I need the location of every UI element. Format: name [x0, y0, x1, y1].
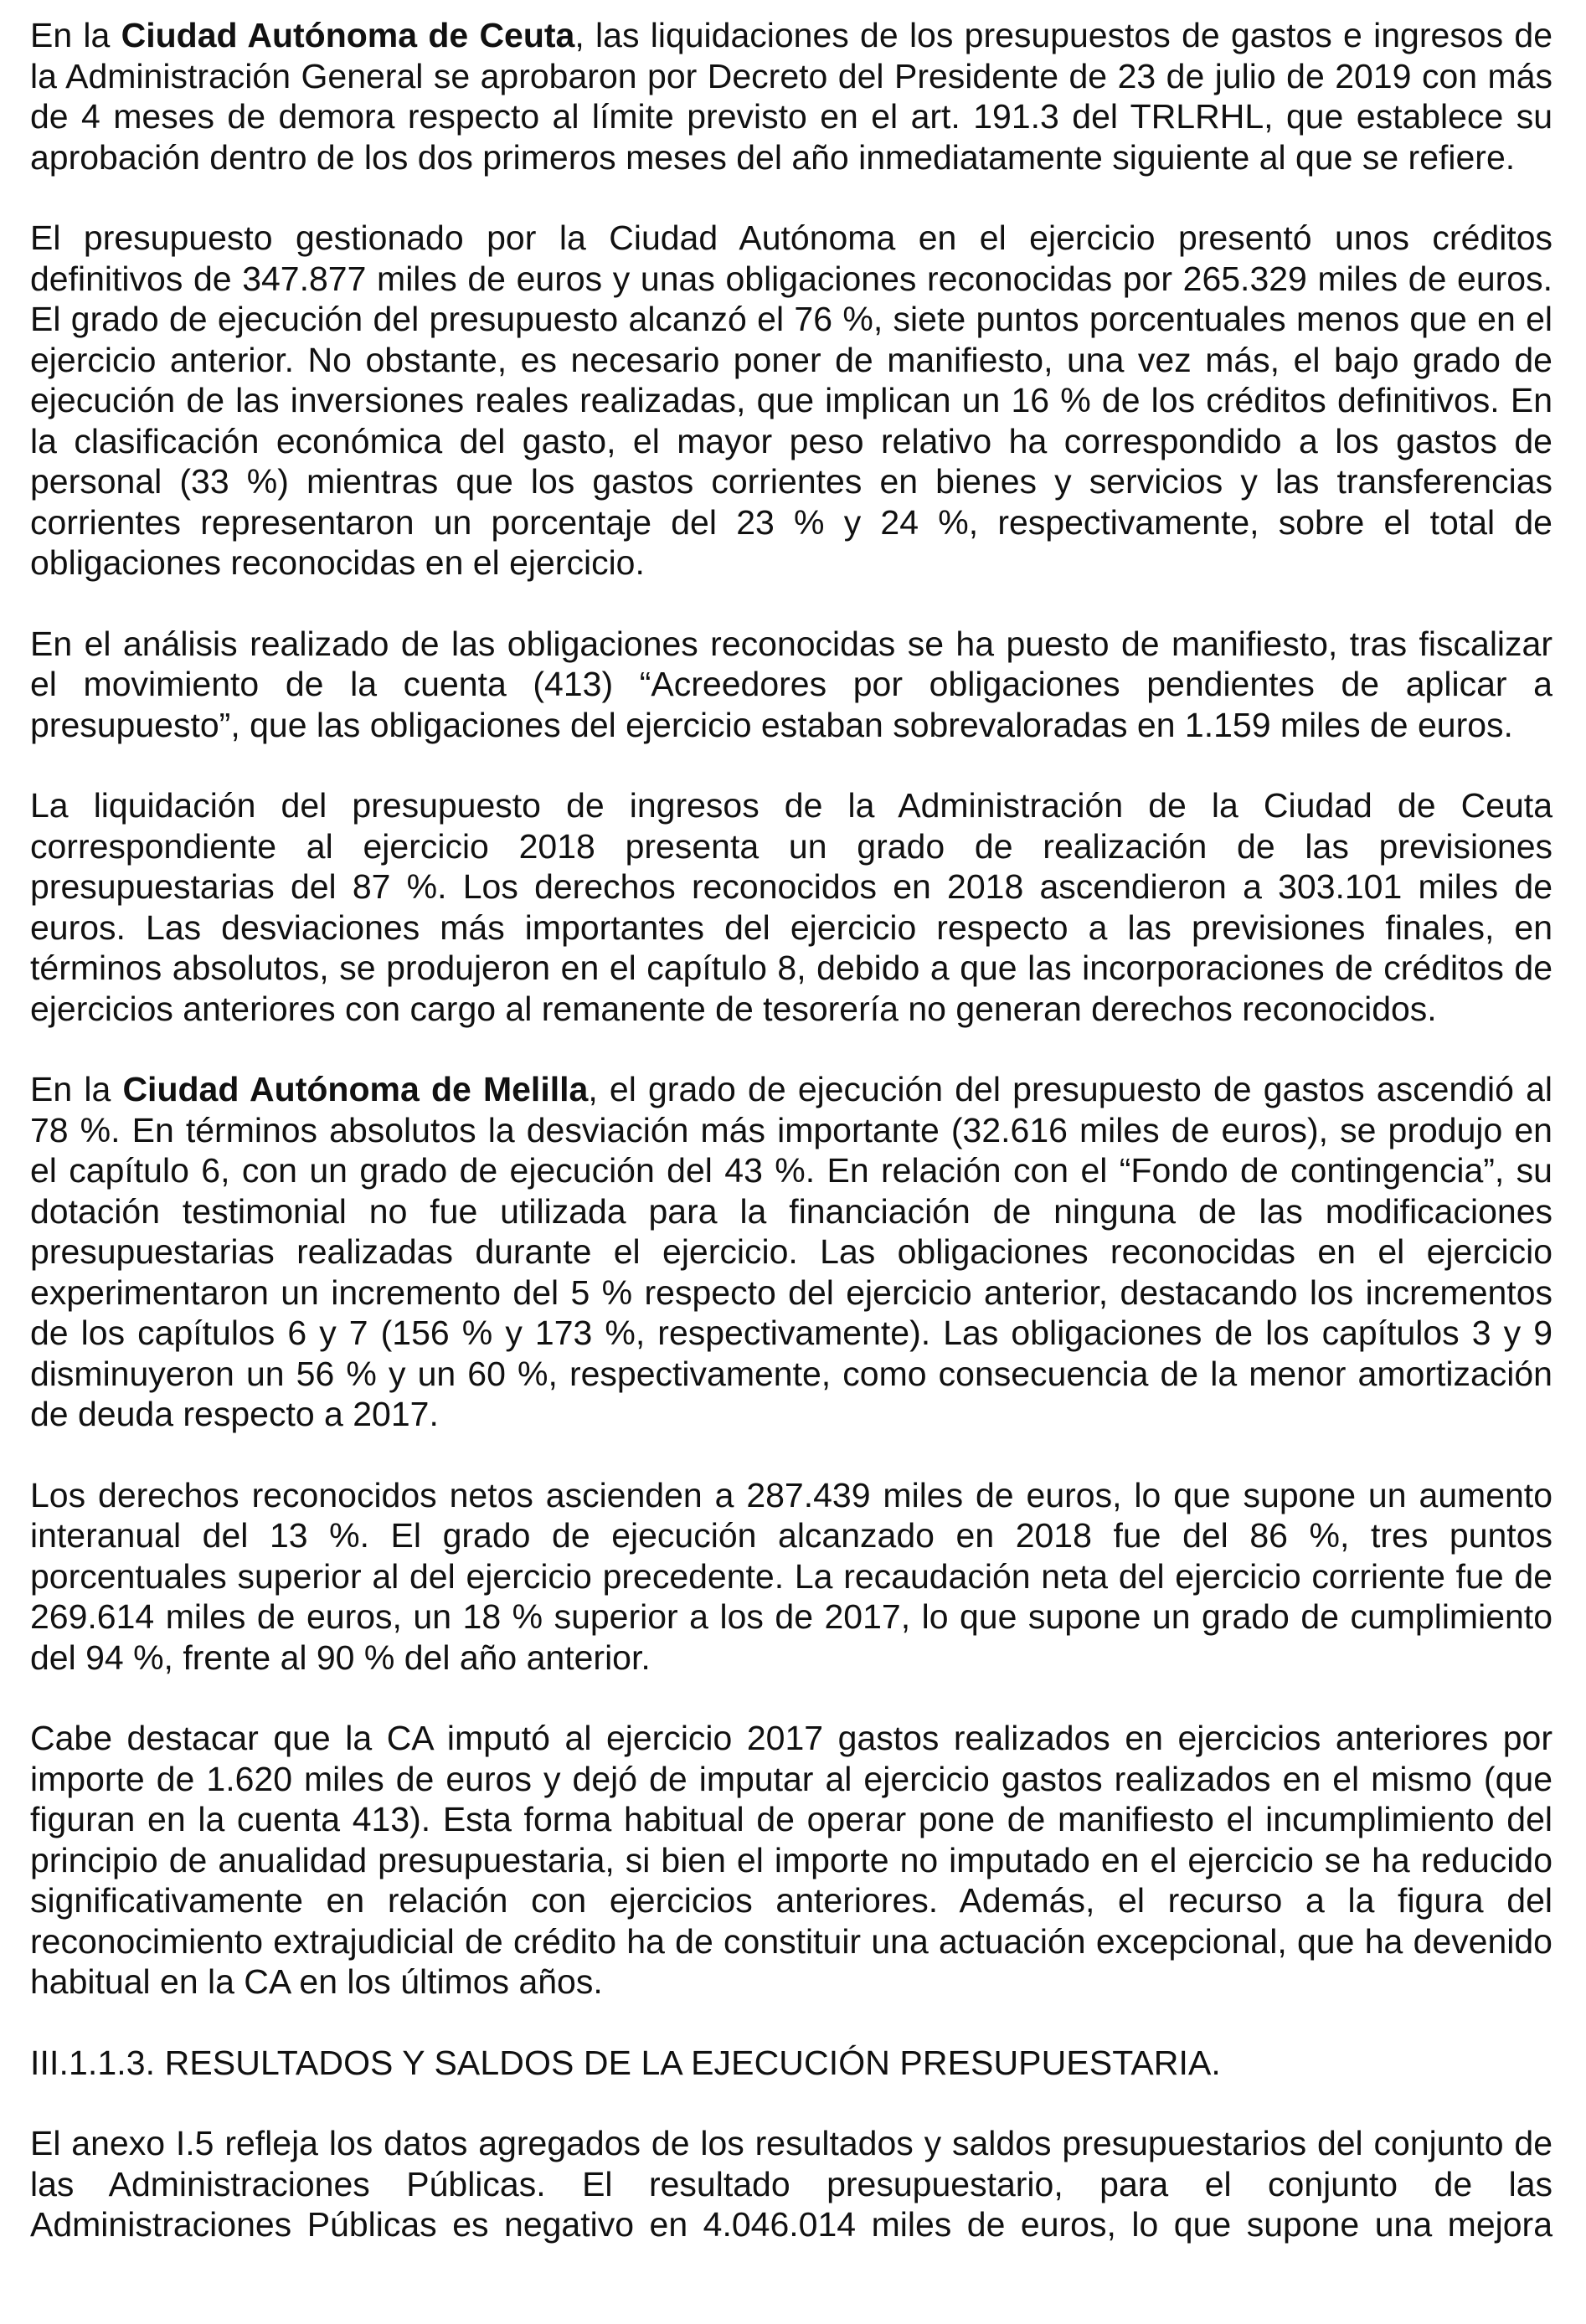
bold-term-melilla: Ciudad Autónoma de Melilla — [122, 1070, 589, 1108]
paragraph-melilla-imputacion: Cabe destacar que la CA imputó al ejercicio 2017 gastos realizados en ejercicios anteriores por importe de 1.620 miles de euros y dejó de imputar al ejercicio gastos realizados en el mismo (que figuran en la cuenta 413). Esta forma habitual de operar pone de manifiesto el incumplimiento del principio de anualidad presupuestaria, si bien el importe no imputado en el ejercicio se ha reducido significativamente en relación con ejercicios anteriores. Además, el recurso a la figura del reconocimiento extrajudicial de crédito ha de constituir una actuación excepcional, que ha devenido habitual en la CA en los últimos años. — [30, 1719, 1553, 2001]
paragraph-ceuta-obligaciones: En el análisis realizado de las obligaciones reconocidas se ha puesto de manifiesto, tras fiscalizar el movimiento de la cuenta (413) “Acreedores por obligaciones pendientes de aplicar a presupuesto”, que las obligaciones del ejercicio estaban sobrevaloradas en 1.159 miles de euros. — [30, 624, 1553, 744]
text-run: , el grado de ejecución del presupuesto de gastos ascendió al 78 %. En términos absolutos la desviación más importante (32.616 miles de euros), se produjo en el capítulo 6, con un grado de ejecución del 43 %. En relación con el “Fondo de contingencia”, su dotación testimonial no fue utilizada para la financiación de ninguna de las modificaciones presupuestarias realizadas durante el ejercicio. Las obligaciones reconocidas en el ejercicio experimentaron un incremento del 5 % respecto del ejercicio anterior, destacando los incrementos de los capítulos 6 y 7 (156 % y 173 %, respectivamente). Las obligaciones de los capítulos 3 y 9 disminuyeron un 56 % y un 60 %, respectivamente, como consecuencia de la menor amortización de deuda respecto a 2017. — [30, 1070, 1553, 1433]
paragraph-melilla-derechos: Los derechos reconocidos netos ascienden a 287.439 miles de euros, lo que supone un aumento interanual del 13 %. El grado de ejecución alcanzado en 2018 fue del 86 %, tres puntos porcentuales superior al del ejercicio precedente. La recaudación neta del ejercicio corriente fue de 269.614 miles de euros, un 18 % superior a los de 2017, lo que supone un grado de cumplimiento del 94 %, frente al 90 % del año anterior. — [30, 1475, 1553, 1677]
text-run: En la — [30, 16, 121, 54]
paragraph-ceuta-ingresos: La liquidación del presupuesto de ingresos de la Administración de la Ciudad de Ceuta correspondiente al ejercicio 2018 presenta un grado de realización de las previsiones presupuestarias del 87 %. Los derechos reconocidos en 2018 ascendieron a 303.101 miles de euros. Las desviaciones más importantes del ejercicio respecto a las previsiones finales, en términos absolutos, se produjeron en el capítulo 8, debido a que las incorporaciones de créditos de ejercicios anteriores con cargo al remanente de tesorería no generan derechos reconocidos. — [30, 786, 1553, 1028]
paragraph-melilla-gastos — [30, 1069, 1553, 1435]
paragraph-resultados-anexo: El anexo I.5 refleja los datos agregados de los resultados y saldos presupuestarios del conjunto de las Administraciones Públicas. El resultado presupuestario, para el conjunto de las Administraciones Públicas es negativo en 4.046.014 miles de euros, lo que supone una mejora — [30, 2124, 1553, 2244]
document-page — [30, 15, 1553, 2245]
text-run: , las liquidaciones de los presupuestos de gastos e ingresos de la Administración General se aprobaron por Decreto del Presidente de 23 de julio de 2019 con más de 4 meses de demora respecto al límite previsto en el art. 191.3 del TRLRHL, que establece su aprobación dentro de los dos primeros meses del año inmediatamente siguiente al que se refiere. — [30, 16, 1553, 177]
paragraph-ceuta-presupuesto-gastos: El presupuesto gestionado por la Ciudad Autónoma en el ejercicio presentó unos créditos definitivos de 347.877 miles de euros y unas obligaciones reconocidas por 265.329 miles de euros. El grado de ejecución del presupuesto alcanzó el 76 %, siete puntos porcentuales menos que en el ejercicio anterior. No obstante, es necesario poner de manifiesto, una vez más, el bajo grado de ejecución de las inversiones reales realizadas, que implican un 16 % de los créditos definitivos. En la clasificación económica del gasto, el mayor peso relativo ha correspondido a los gastos de personal (33 %) mientras que los gastos corrientes en bienes y servicios y las transferencias corrientes representaron un porcentaje del 23 % y 24 %, respectivamente, sobre el total de obligaciones reconocidas en el ejercicio. — [30, 219, 1553, 582]
paragraph-ceuta-liquidaciones — [30, 15, 1553, 177]
section-heading: III.1.1.3. RESULTADOS Y SALDOS DE LA EJECUCIÓN PRESUPUESTARIA. — [30, 2043, 1221, 2082]
bold-term-ceuta: Ciudad Autónoma de Ceuta — [121, 16, 575, 54]
text-run: En la — [30, 1070, 123, 1108]
